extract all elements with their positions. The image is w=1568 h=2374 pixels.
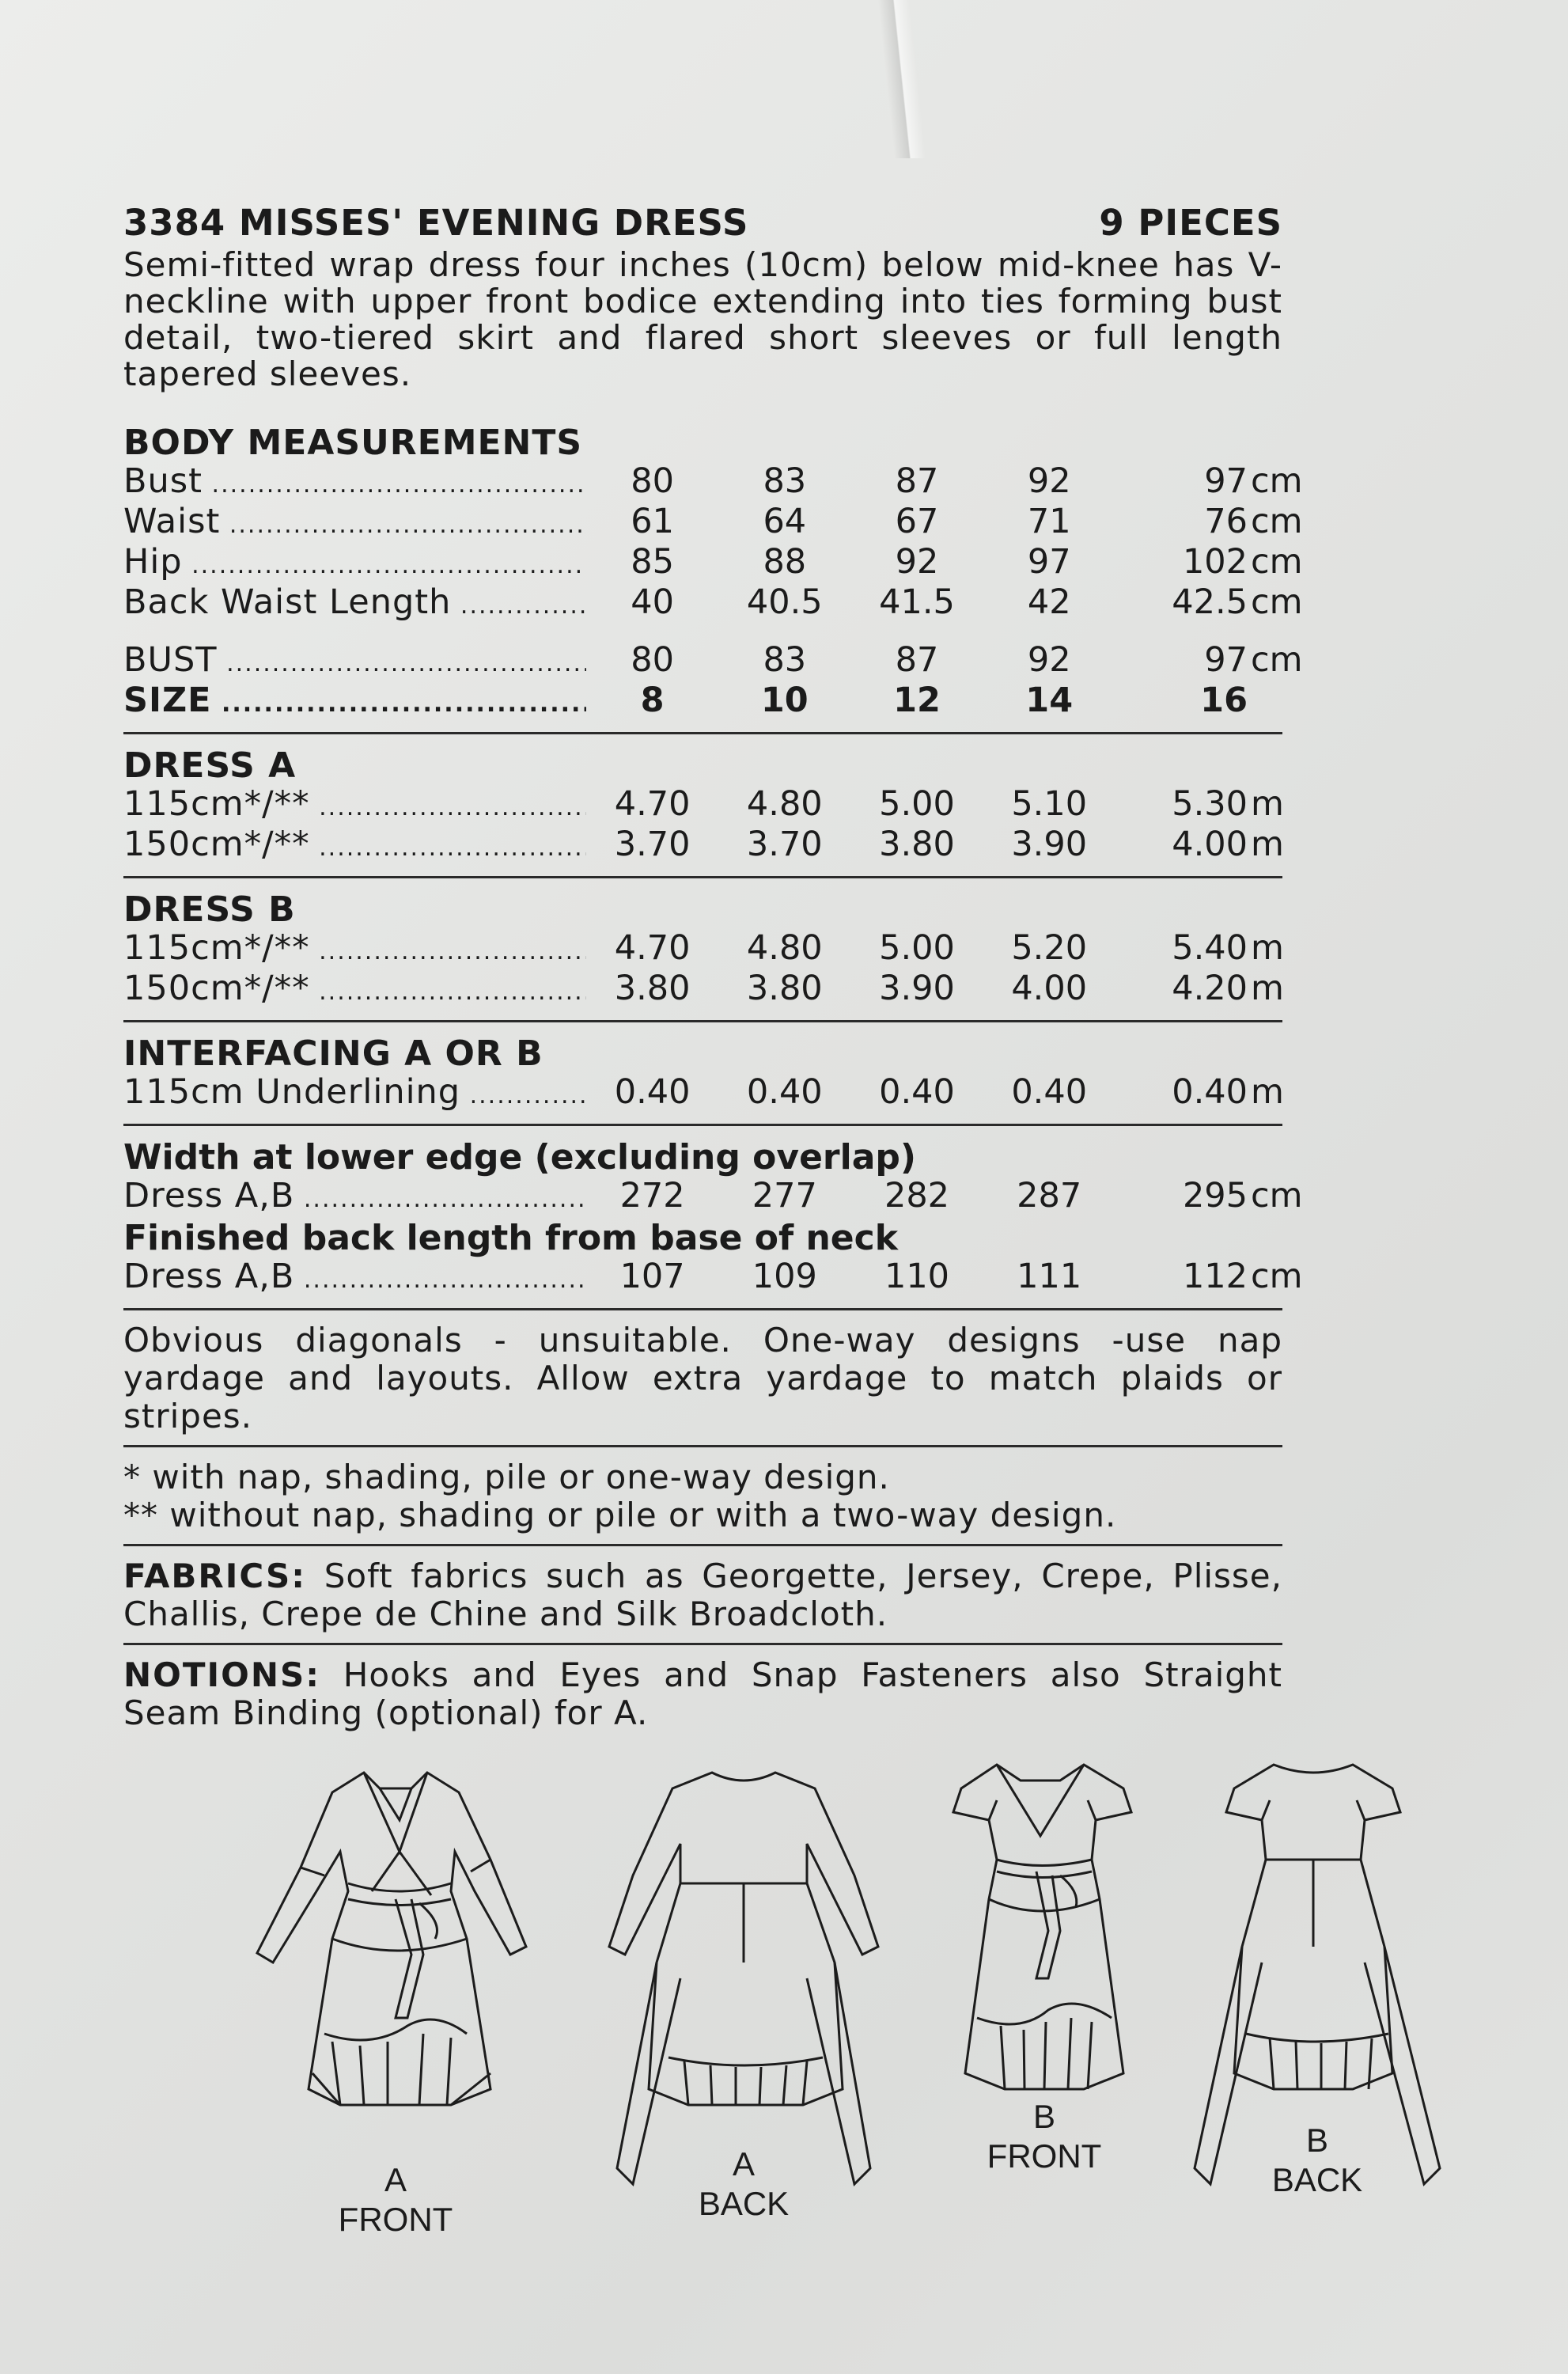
value-size-16: 97 [1204, 640, 1248, 680]
yardage-row [123, 1074, 1282, 1114]
value-size-10: 0.40 [746, 1072, 823, 1112]
value-size-8: 85 [631, 542, 674, 582]
caption-a-front [285, 2160, 506, 2239]
value-size-8: 0.40 [614, 1072, 691, 1112]
value-size-10: 4.80 [746, 784, 823, 824]
value-size-16: 0.40 [1172, 1072, 1248, 1112]
fabrics-label: FABRICS: [123, 1557, 307, 1595]
value-size-14: 71 [1027, 502, 1071, 541]
notions-text: Hooks and Eyes and Snap Fasteners also Straight Seam Binding (optional) for A. [123, 1655, 1282, 1732]
value-size-12: 67 [895, 502, 939, 541]
caption-view: FRONT [987, 2137, 1102, 2175]
dress-label: Dress A,B ..... [123, 1178, 586, 1218]
value-size-8: 61 [631, 502, 674, 541]
size-10: 10 [760, 681, 809, 720]
diagonals-note: Obvious diagonals - unsuitable. One-way designs -use nap yardage and layouts. Allow extra yardage to match plaids or stripes. [123, 1321, 1282, 1435]
value-size-10: 83 [763, 640, 807, 680]
fabric-width-label: 115cm*/** ..... [123, 786, 586, 826]
value-size-8: 80 [631, 640, 674, 680]
pattern-description: Semi-fitted wrap dress four inches (10cm) below mid-knee has V-neckline with upper front bodice extending into ties forming bust detail, two-tiered skirt and flared short sleeves or full length tapered sleeves. [123, 245, 1282, 393]
measurement-label: Bust ..... [123, 463, 586, 503]
dress-label: Dress A,B ..... [123, 1258, 586, 1299]
unit: cm [1251, 461, 1303, 501]
value-size-16: 5.30 [1172, 784, 1248, 824]
dress-b-front-illustration [941, 1757, 1147, 2121]
measurement-label: Back Waist Length ..... [123, 584, 586, 624]
caption-letter: A [732, 2145, 755, 2182]
unit: cm [1251, 1257, 1303, 1296]
value-size-12: 5.00 [879, 784, 955, 824]
caption-b-front [934, 2097, 1155, 2176]
divider [123, 1445, 1282, 1447]
back-length-row [123, 1257, 1303, 1299]
value-size-16: 4.00 [1172, 825, 1248, 864]
measurement-row [123, 461, 1303, 503]
value-size-12: 3.80 [879, 825, 955, 864]
yardage-row [123, 826, 1282, 867]
value-size-14: 5.10 [1011, 784, 1088, 824]
value-size-14: 0.40 [1011, 1072, 1088, 1112]
caption-letter: A [384, 2161, 407, 2198]
unit: cm [1251, 502, 1303, 541]
value-size-16: 42.5 [1172, 582, 1248, 622]
divider [123, 1544, 1282, 1546]
pattern-title: MISSES' EVENING DRESS [238, 202, 749, 244]
value-size-14: 3.90 [1011, 825, 1088, 864]
caption-view: BACK [1271, 2161, 1363, 2198]
size-row [123, 682, 1282, 722]
value-size-10: 4.80 [746, 928, 823, 968]
value-size-10: 277 [752, 1176, 817, 1215]
value-size-8: 272 [619, 1176, 685, 1215]
dress-a-back-illustration [601, 1757, 886, 2200]
unit: cm [1251, 542, 1303, 582]
divider [123, 732, 1282, 734]
value-size-12: 41.5 [879, 582, 955, 622]
divider [123, 1020, 1282, 1022]
value-size-12: 87 [895, 461, 939, 501]
interfacing-label: 115cm Underlining ..... [123, 1074, 586, 1114]
caption-letter: B [1305, 2122, 1328, 2159]
value-size-16: 295 [1182, 1176, 1248, 1215]
unit: cm [1251, 640, 1303, 680]
unit: m [1251, 928, 1284, 968]
fabric-width-label: 115cm*/** ..... [123, 930, 586, 970]
back-length-heading: Finished back length from base of neck [123, 1218, 898, 1258]
measurement-label: Waist ..... [123, 503, 586, 544]
value-size-14: 287 [1017, 1176, 1082, 1215]
size-16: 16 [1200, 681, 1248, 720]
value-size-8: 80 [631, 461, 674, 501]
without-nap-note: ** without nap, shading or pile or with a two-way design. [123, 1496, 1117, 1534]
pattern-number: 3384 [123, 202, 226, 244]
bust-label: BUST ..... [123, 642, 586, 682]
pattern-title-line [123, 202, 748, 244]
value-size-10: 40.5 [746, 582, 823, 622]
measurement-row [123, 542, 1303, 584]
value-size-12: 3.90 [879, 969, 955, 1008]
bust-row [123, 640, 1303, 682]
pattern-info [123, 202, 1303, 1732]
value-size-12: 110 [884, 1257, 950, 1296]
dress-a-front-illustration [253, 1757, 538, 2152]
notions-note [123, 1656, 1282, 1732]
size-label: SIZE ..... [123, 682, 586, 722]
size-14: 14 [1025, 681, 1074, 720]
fabrics-text: Soft fabrics such as Georgette, Jersey, Crepe, Plisse, Challis, Crepe de Chine and Silk Broadcloth. [123, 1557, 1283, 1633]
value-size-14: 5.20 [1011, 928, 1088, 968]
pieces-count: 9 PIECES [1099, 202, 1282, 244]
value-size-16: 102 [1182, 542, 1248, 582]
yardage-row [123, 970, 1282, 1011]
value-size-10: 109 [752, 1257, 817, 1296]
divider [123, 1643, 1282, 1645]
dress-b-heading: DRESS B [123, 889, 296, 930]
value-size-12: 87 [895, 640, 939, 680]
value-size-8: 107 [619, 1257, 685, 1296]
unit: m [1251, 969, 1284, 1008]
value-size-14: 92 [1027, 461, 1071, 501]
value-size-8: 4.70 [614, 784, 691, 824]
measurement-label: Hip ..... [123, 544, 586, 584]
value-size-16: 97 [1204, 461, 1248, 501]
fabric-width-label: 150cm*/** ..... [123, 970, 586, 1011]
unit: m [1251, 825, 1284, 864]
caption-view: BACK [698, 2185, 790, 2222]
divider [123, 876, 1282, 878]
value-size-16: 5.40 [1172, 928, 1248, 968]
size-8: 8 [640, 681, 665, 720]
value-size-12: 0.40 [879, 1072, 955, 1112]
yardage-row [123, 930, 1282, 970]
unit: cm [1251, 582, 1303, 622]
value-size-14: 111 [1017, 1257, 1082, 1296]
value-size-16: 4.20 [1172, 969, 1248, 1008]
yardage-row [123, 786, 1282, 826]
notions-label: NOTIONS: [123, 1655, 321, 1694]
caption-b-back [1206, 2121, 1428, 2200]
value-size-14: 92 [1027, 640, 1071, 680]
value-size-14: 4.00 [1011, 969, 1088, 1008]
size-12: 12 [893, 681, 941, 720]
interfacing-heading: INTERFACING A OR B [123, 1033, 543, 1074]
unit: m [1251, 1072, 1284, 1112]
value-size-10: 64 [763, 502, 807, 541]
value-size-8: 4.70 [614, 928, 691, 968]
fabric-width-label: 150cm*/** ..... [123, 826, 586, 867]
divider [123, 1308, 1282, 1310]
dress-a-heading: DRESS A [123, 745, 297, 786]
value-size-10: 3.70 [746, 825, 823, 864]
value-size-8: 40 [631, 582, 674, 622]
garment-illustrations [237, 1757, 1503, 2263]
fabrics-note [123, 1557, 1282, 1633]
measurement-row [123, 502, 1303, 544]
value-size-16: 112 [1182, 1257, 1248, 1296]
width-row [123, 1176, 1303, 1218]
caption-view: FRONT [338, 2201, 453, 2238]
pattern-header [123, 202, 1282, 244]
width-lower-edge-heading: Width at lower edge (excluding overlap) [123, 1137, 917, 1178]
value-size-8: 3.70 [614, 825, 691, 864]
caption-letter: B [1032, 2098, 1055, 2135]
unit: cm [1251, 1176, 1303, 1215]
value-size-14: 42 [1027, 582, 1071, 622]
value-size-10: 3.80 [746, 969, 823, 1008]
body-measurements-heading: BODY MEASUREMENTS [123, 423, 583, 463]
value-size-12: 92 [895, 542, 939, 582]
unit: m [1251, 784, 1284, 824]
value-size-12: 282 [884, 1176, 950, 1215]
value-size-14: 97 [1027, 542, 1071, 582]
value-size-10: 83 [763, 461, 807, 501]
value-size-10: 88 [763, 542, 807, 582]
value-size-12: 5.00 [879, 928, 955, 968]
value-size-8: 3.80 [614, 969, 691, 1008]
caption-a-back [633, 2145, 854, 2224]
with-nap-note: * with nap, shading, pile or one-way design. [123, 1458, 890, 1496]
measurement-row [123, 582, 1303, 624]
paper-crease [877, 0, 926, 158]
value-size-16: 76 [1204, 502, 1248, 541]
divider [123, 1124, 1282, 1126]
